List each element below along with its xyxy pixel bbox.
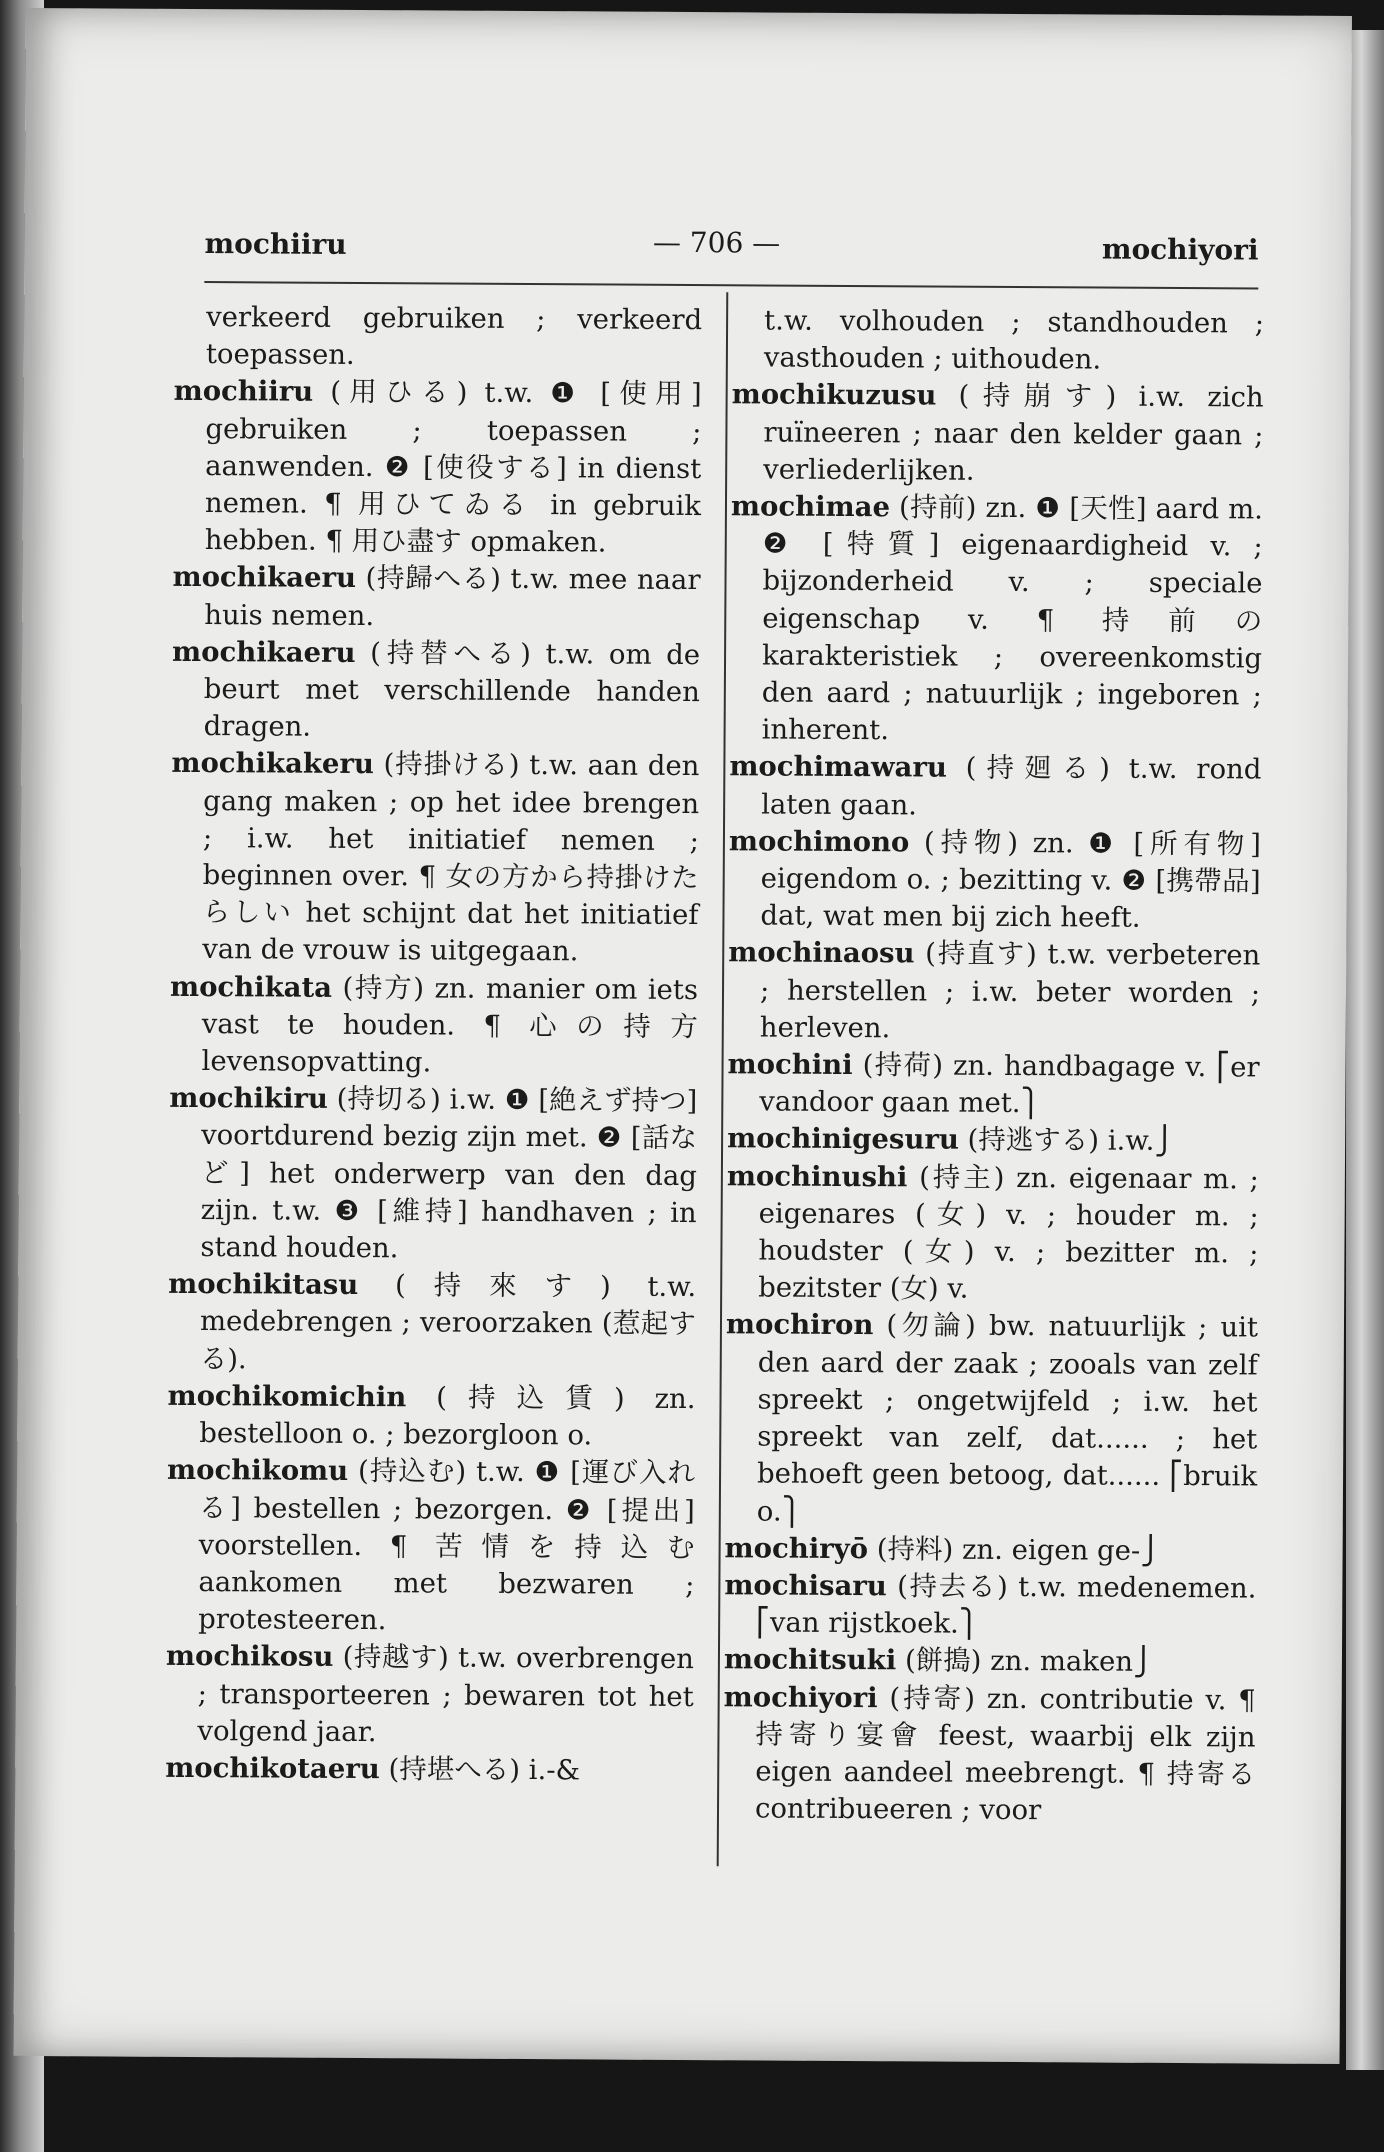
dictionary-entry	[168, 1266, 697, 1381]
dictionary-entry	[165, 1638, 694, 1753]
entry-continuation	[732, 302, 1264, 380]
definition: (持寄) zn. contributie v. ¶ 持寄り宴會 feest, waarbij elk zijn eigen aandeel meebrengt. ¶ 持寄る contribueeren ; voor	[754, 1681, 1256, 1827]
definition: (持替へる) t.w. om de beurt met verschillende handen dragen.	[203, 636, 701, 743]
dictionary-entry	[168, 1080, 697, 1269]
definition: (持切る) i.w. ❶ [絶えず持つ] voortdurend bezig zijn met. ❷ [話など] het onderwerp van den dag zijn. t.w. ❸ [維持] handhaven ; in stand houden.	[200, 1083, 698, 1265]
header-rule	[204, 281, 1258, 289]
page-edges	[1346, 30, 1384, 2070]
headword: mochikomichin	[167, 1379, 407, 1414]
definition: (持方) zn. manier om iets vast te houden. ¶ 心の持方 levensopvatting.	[201, 971, 699, 1079]
dictionary-entry	[723, 1679, 1256, 1831]
page-number: — 706 —	[652, 225, 781, 260]
headword: mochikosu	[165, 1640, 334, 1674]
dictionary-entry	[727, 1121, 1259, 1161]
headword: mochinushi	[726, 1159, 908, 1194]
dictionary-entry	[172, 634, 701, 749]
dictionary-entry	[728, 823, 1261, 938]
headword: mochikuzusu	[731, 378, 937, 412]
definition: (用ひる) t.w. ❶ [使用] gebruiken ; toepassen ; aanwenden. ❷ [使役する] in dienst nemen. ¶ 用ひてゐる in gebruik hebben. ¶ 用ひ盡す opmaken.	[204, 376, 702, 559]
headword: mochini	[727, 1048, 853, 1082]
dictionary-entry	[170, 745, 699, 971]
definition: (持越す) t.w. overbrengen ; transporteeren ; bewaren tot het volgend jaar.	[197, 1641, 695, 1748]
definition: (持込賃) zn. bestelloon o. ; bezorgloon o.	[199, 1381, 696, 1452]
definition: (持掛ける) t.w. aan den gang maken ; op het idee brengen ; i.w. het initiatief nemen ; beginnen over. ¶ 女の方から持掛けたらしい het schijnt dat het initiatief van de vrouw is uitgegaan.	[202, 748, 700, 968]
headword: mochimawaru	[729, 750, 948, 785]
dictionary-entry	[726, 1158, 1259, 1310]
definition: (持逃する) i.w.⎭	[967, 1124, 1176, 1158]
definition: (持込む) t.w. ❶ [運び入れる] bestellen ; bezorgen. ❷ [提出] voorstellen. ¶ 苦情を持込む aankomen met bezwaren ; protesteeren.	[198, 1455, 696, 1637]
header-first-word: mochiiru	[204, 227, 347, 261]
headword: mochikaeru	[172, 561, 357, 595]
headword: mochiryō	[724, 1531, 869, 1565]
definition: (餅搗) zn. maken⎭	[904, 1644, 1154, 1679]
definition: (持堪へる) i.-&	[388, 1753, 581, 1787]
dictionary-entry	[172, 559, 700, 637]
dictionary-entry	[729, 749, 1261, 827]
definition: (持荷) zn. handbagage v. ⎡er vandoor gaan met.⎫	[759, 1049, 1260, 1120]
right-column	[723, 302, 1264, 1831]
definition: (持崩す) i.w. zich ruïneeren ; naar den kelder gaan ; verliederlijken.	[763, 380, 1264, 487]
headword: mochikakeru	[171, 747, 375, 781]
definition: (勿論) bw. natuurlijk ; uit den aard der zaak ; zooals van zelf spreekt ; ongetwijfeld ; i.w. het spreekt van zelf, dat...... ; het behoeft geen betoog, dat...... ⎡bruik o.⎫	[756, 1309, 1259, 1528]
definition: verkeerd gebruiken ; verkeerd toepassen.	[205, 301, 703, 372]
dictionary-entry	[166, 1452, 695, 1641]
headword: mochikomu	[166, 1454, 349, 1488]
headword: mochimono	[728, 825, 910, 859]
headword: mochiiru	[173, 375, 314, 409]
definition: (持主) zn. eigenaar m. ; eigenares (女) v. ; houder m. ; houdster (女) v. ; bezitter m. ; bezitster (女) v.	[758, 1161, 1259, 1306]
definition: (持料) zn. eigen ge-⎭	[876, 1532, 1161, 1567]
headword: mochinigesuru	[727, 1122, 959, 1157]
dictionary-entry	[727, 1046, 1259, 1124]
dictionary-entry	[725, 1307, 1258, 1533]
definition: (持去る) t.w. medenemen. ⎡van rijstkoek.⎫	[756, 1570, 1257, 1640]
headword: mochinaosu	[728, 936, 915, 970]
dictionary-entry	[731, 377, 1264, 492]
headword: mochiyori	[723, 1680, 878, 1714]
entry-continuation	[174, 299, 702, 377]
dictionary-entry	[173, 373, 702, 562]
headword: mochikitasu	[168, 1268, 359, 1302]
dictionary-entry	[169, 969, 698, 1084]
dictionary-entry	[724, 1642, 1256, 1682]
left-column	[165, 299, 702, 1790]
header-last-word: mochiyori	[1101, 232, 1259, 267]
definition: (持物) zn. ❶ [所有物] eigendom o. ; bezitting v. ❷ [携帶品] dat, wat men bij zich heeft.	[760, 826, 1262, 935]
headword: mochikaeru	[171, 635, 356, 669]
dictionary-page	[14, 8, 1352, 2064]
definition: (持來す) t.w. medebrengen ; veroorzaken (惹起する).	[199, 1269, 697, 1376]
headword: mochikiru	[169, 1082, 329, 1116]
headword: mochisaru	[724, 1569, 887, 1603]
dictionary-entry	[725, 1530, 1257, 1570]
headword: mochikotaeru	[165, 1751, 380, 1786]
dictionary-entry	[165, 1750, 693, 1790]
headword: mochitsuki	[723, 1643, 897, 1677]
definition: (持前) zn. ❶ [天性] aard m. ❷ [特質] eigenaardigheid v. ; bijzonderheid v. ; speciale eigenschap v. ¶ 持前の karakteristiek ; overeenkomstig den aard ; natuurlijk ; ingeboren ; inherent.	[761, 491, 1264, 747]
definition: (持歸へる) t.w. mee naar huis nemen.	[204, 562, 701, 632]
dictionary-entry	[728, 935, 1261, 1050]
dictionary-entry	[730, 488, 1264, 752]
dictionary-entry	[167, 1378, 695, 1456]
headword: mochimae	[730, 490, 891, 524]
headword: mochiron	[725, 1308, 874, 1342]
definition: (持廻る) t.w. rond laten gaan.	[761, 752, 1262, 822]
definition: (持直す) t.w. verbeteren ; herstellen ; i.w. beter worden ; herleven.	[759, 937, 1261, 1045]
definition: t.w. volhouden ; standhouden ; vasthouden ; uithouden.	[763, 304, 1265, 376]
dictionary-entry	[724, 1567, 1256, 1645]
running-header	[174, 217, 1258, 278]
headword: mochikata	[169, 970, 333, 1004]
